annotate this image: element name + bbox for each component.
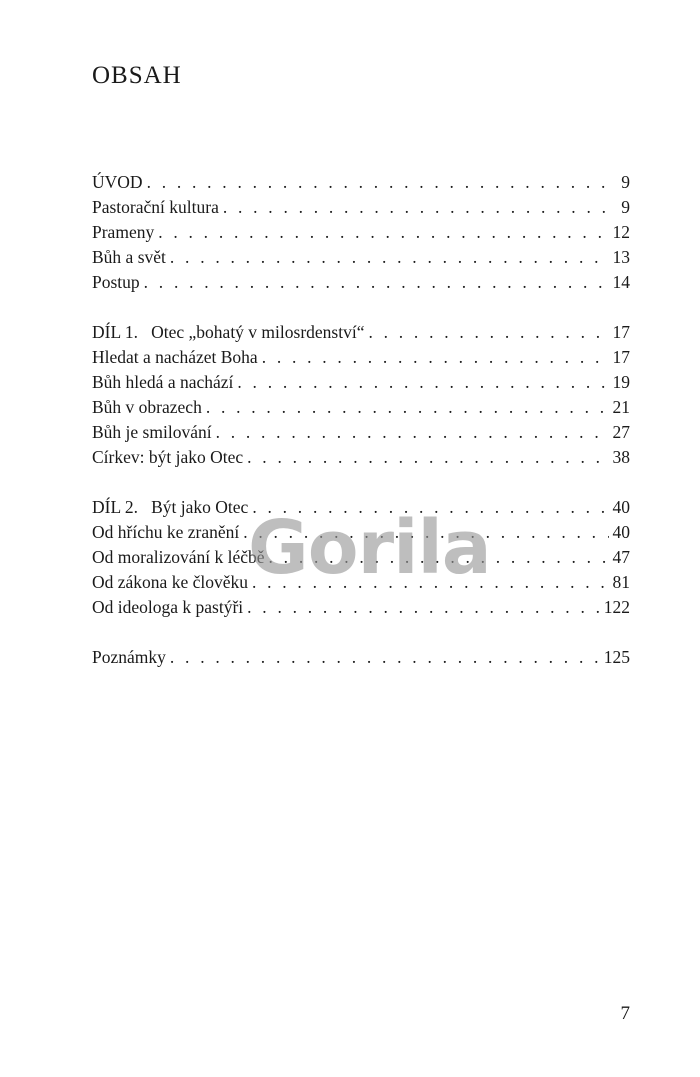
toc-entry[interactable]: [92, 320, 630, 345]
toc-entry[interactable]: [92, 420, 630, 445]
watermark-logo: Gorila: [248, 505, 491, 591]
dot-leader: [252, 495, 608, 520]
toc-entry[interactable]: [92, 370, 630, 395]
toc-entry-page: 47: [612, 547, 630, 567]
toc-entry-page: 17: [612, 347, 630, 367]
toc-entry-label: DÍL 1. Otec „bohatý v milosrdenství“: [92, 322, 365, 342]
toc-entry-label: Od moralizování k léčbě: [92, 547, 265, 567]
toc-entry[interactable]: [92, 220, 630, 245]
toc-entry-page: 81: [612, 572, 630, 592]
toc-entry-page: 13: [612, 247, 630, 267]
toc-entry-page: 40: [612, 497, 630, 517]
toc-entry-label: Církev: být jako Otec: [92, 447, 244, 467]
dot-leader: [247, 595, 600, 620]
dot-leader: [252, 570, 609, 595]
toc-entry[interactable]: [92, 545, 630, 570]
toc-entry-label: Prameny: [92, 222, 155, 242]
toc-entry[interactable]: [92, 495, 630, 520]
toc-section-notes: [92, 645, 630, 670]
dot-leader: [158, 220, 608, 245]
toc-entry-label: Od zákona ke člověku: [92, 572, 248, 592]
toc-entry-page: 40: [612, 522, 630, 542]
toc-entry-label: Pastorační kultura: [92, 197, 219, 217]
dot-leader: [269, 545, 609, 570]
toc-entry-label: Od hříchu ke zranění: [92, 522, 240, 542]
toc-entry-page: 9: [621, 197, 630, 217]
toc-entry-page: 12: [612, 222, 630, 242]
toc-section-part-2: [92, 495, 630, 620]
toc-entry-label: Hledat a nacházet Boha: [92, 347, 258, 367]
toc-section-intro: [92, 170, 630, 295]
toc-entry-label: Bůh je smilování: [92, 422, 212, 442]
toc-entry-label: Poznámky: [92, 647, 166, 667]
toc-entry-page: 14: [612, 272, 630, 292]
toc-entry[interactable]: [92, 195, 630, 220]
dot-leader: [223, 195, 617, 220]
dot-leader: [144, 270, 609, 295]
toc-entry[interactable]: [92, 170, 630, 195]
toc-entry[interactable]: [92, 395, 630, 420]
toc-entry-label: ÚVOD: [92, 172, 143, 192]
dot-leader: [262, 345, 609, 370]
dot-leader: [237, 370, 608, 395]
dot-leader: [216, 420, 609, 445]
dot-leader: [368, 320, 608, 345]
page-title: OBSAH: [92, 62, 182, 89]
toc-entry-label: Bůh hledá a nachází: [92, 372, 234, 392]
toc-entry[interactable]: [92, 595, 630, 620]
toc-entry[interactable]: [92, 520, 630, 545]
toc-entry-page: 9: [621, 172, 630, 192]
dot-leader: [170, 645, 600, 670]
toc-entry[interactable]: [92, 345, 630, 370]
toc-entry[interactable]: [92, 270, 630, 295]
toc-entry[interactable]: [92, 445, 630, 470]
toc-entry-page: 122: [603, 597, 630, 617]
toc-entry[interactable]: [92, 645, 630, 670]
toc-entry-page: 125: [603, 647, 630, 667]
toc-entry-page: 21: [612, 397, 630, 417]
toc-entry-label: Postup: [92, 272, 140, 292]
toc-entry-label: Bůh a svět: [92, 247, 166, 267]
toc-entry[interactable]: [92, 245, 630, 270]
toc-entry-page: 19: [612, 372, 630, 392]
toc-entry-page: 27: [612, 422, 630, 442]
toc-section-part-1: [92, 320, 630, 470]
toc-entry-label: DÍL 2. Být jako Otec: [92, 497, 249, 517]
toc-entry-label: Bůh v obrazech: [92, 397, 202, 417]
dot-leader: [243, 520, 608, 545]
dot-leader: [170, 245, 609, 270]
toc-entry-page: 38: [612, 447, 630, 467]
dot-leader: [247, 445, 608, 470]
toc-entry-label: Od ideologa k pastýři: [92, 597, 244, 617]
dot-leader: [147, 170, 618, 195]
dot-leader: [206, 395, 609, 420]
page-number: 7: [620, 1003, 630, 1024]
toc-entry[interactable]: [92, 570, 630, 595]
table-of-contents: [92, 170, 630, 695]
toc-entry-page: 17: [612, 322, 630, 342]
